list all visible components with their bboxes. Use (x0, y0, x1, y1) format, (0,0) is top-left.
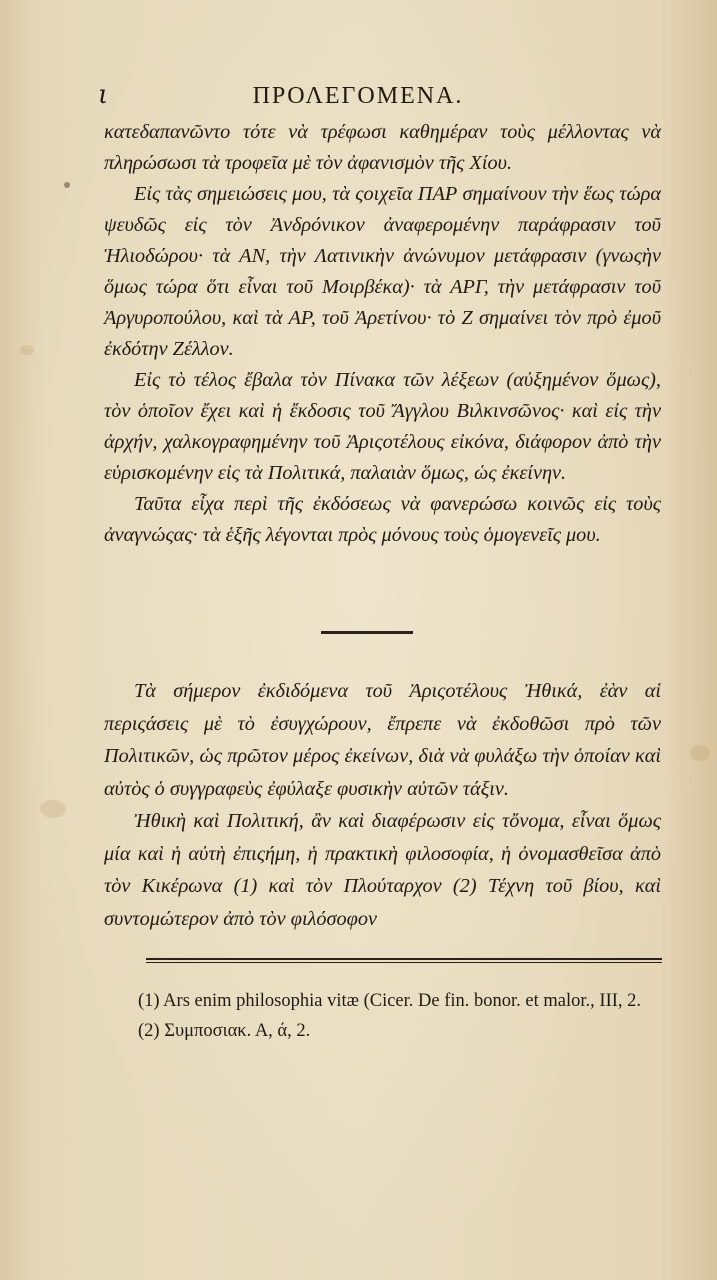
paragraph: κατεδαπανῶντο τότε νὰ τρέφωσι καθημέραν τοὺς μέλλοντας νὰ πληρώσωσι τὰ τροφεῖα μὲ τὸν ἀφανισμὸν τῆς Χίου. (104, 121, 661, 174)
foxing-spot (690, 745, 710, 761)
paragraph: Εἰς τὸ τέλος ἔβαλα τὸν Πίνακα τῶν λέξεων (αὐξημένον ὅμως), τὸν ὁποῖον ἔχει καὶ ἡ ἔκδοσις τοῦ Ἄγγλου Βιλκινσῶνος· καὶ εἰς τὴν ἀρχήν, χαλκογραφημένην τοῦ Ἀριςοτέλους εἰκόνα, διάφορον ἀπὸ τὴν εὑρισκομένην εἰς τὰ Πολιτικά, παλαιὰν ὅμως, ὡς ἐκείνην. (104, 369, 661, 484)
footnotes (138, 986, 663, 1046)
paragraph: Ἠθικὴ καὶ Πολιτική, ἂν καὶ διαφέρωσιν εἰς τὄνομα, εἶναι ὅμως μία καὶ ἡ αὐτὴ ἐπιςήμη, ἡ πρακτικὴ φιλοσοφία, ἡ ὀνομασθεῖσα ἀπὸ τὸν Κικέρωνα (1) καὶ τὸν Πλούταρχον (2) Τέχνη τοῦ βίου, καὶ συντομώτερον ἀπὸ τὸν φιλόσοφον (104, 810, 661, 930)
footnote-2: (2) Συμποσιακ. Α, ά, 2. (138, 1021, 311, 1041)
paragraph: Ταῦτα εἶχα περὶ τῆς ἐκδόσεως νὰ φανερώσω κοινῶς εἰς τοὺς ἀναγνώςας· τὰ ἑξῆς λέγονται πρὸς μόνους τοὺς ὁμογενεῖς μου. (104, 493, 661, 546)
text-block-lower (104, 675, 661, 935)
page-number: ι (98, 80, 109, 110)
section-divider (321, 631, 413, 634)
ink-dot (64, 182, 70, 188)
footnote-rule (146, 962, 662, 963)
paragraph: Τὰ σήμερον ἐκδιδόμενα τοῦ Ἀριςοτέλους Ἠθικά, ἐὰν αἱ περιςάσεις μὲ τὸ ἐσυγχώρουν, ἔπρεπε νὰ ἐκδοθῶσι πρὸ τῶν Πολιτικῶν, ὡς πρῶτον μέρος ἐκείνων, διὰ νὰ φυλάξω τὴν ὁποίαν καὶ αὐτὸς ὁ συγγραφεὺς ἐφύλαξε φυσικὴν αὐτῶν τάξιν. (104, 680, 661, 800)
footnote-rule (146, 958, 662, 960)
text-block-upper (104, 117, 661, 551)
footnote-1: (1) Ars enim philosophia vitæ (Cicer. De fin. bonor. et malor., III, 2. (138, 991, 642, 1011)
paragraph: Εἰς τὰς σημειώσεις μου, τὰ ςοιχεῖα ΠΑΡ σημαίνουν τὴν ἕως τώρα ψευδῶς εἰς τὸν Ἀνδρόνικον ἀναφερομένην παράφρασιν τοῦ Ἡλιοδώρου· τὰ ΑΝ, τὴν Λατινικὴν ἀνώνυμον μετάφρασιν (γνωςὴν ὅμως τώρα ὅτι εἶναι τοῦ Μοιρβέκα)· τὰ ΑΡΓ, τὴν μετάφρασιν τοῦ Ἀργυροπούλου, καὶ τὰ ΑΡ, τοῦ Ἀρετίνου· τὸ Ζ σημαίνει τὸν πρὸ ἐμοῦ ἐκδότην Ζέλλον. (104, 183, 661, 360)
page-header (98, 78, 618, 114)
foxing-spot (40, 800, 66, 818)
foxing-spot (20, 345, 34, 355)
running-title: ΠΡΟΛΕΓΟΜΕΝΑ. (252, 83, 464, 109)
